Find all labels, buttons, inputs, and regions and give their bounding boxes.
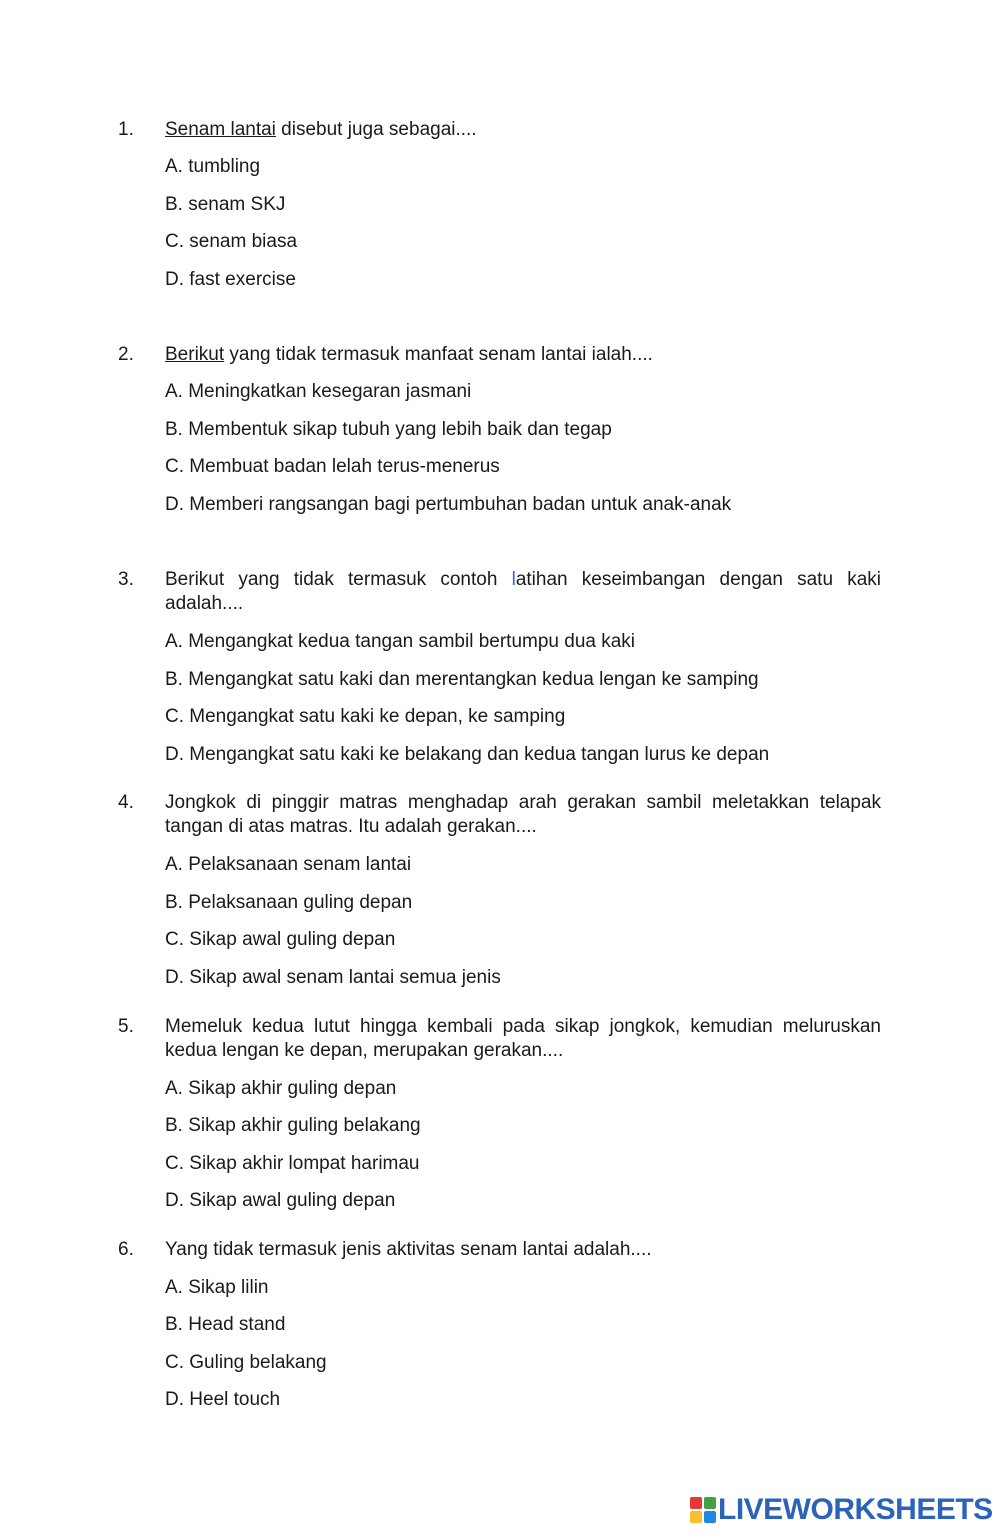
question-stem: Yang tidak termasuk jenis aktivitas senam lantai adalah....: [165, 1239, 652, 1260]
option-d[interactable]: D. Heel touch: [165, 1389, 281, 1410]
option-b[interactable]: B. Head stand: [165, 1314, 286, 1335]
logo-square-yellow: [690, 1511, 702, 1523]
question-stem-rest: yang tidak termasuk manfaat senam lantai ialah....: [224, 344, 653, 365]
option-c[interactable]: C. Membuat badan lelah terus-menerus: [165, 456, 500, 477]
question-stem: Memeluk kedua lutut hingga kembali pada sikap jongkok, kemudian meluruskan kedua lengan ke depan, merupakan gerakan....: [165, 1016, 881, 1061]
option-c[interactable]: C. Sikap akhir lompat harimau: [165, 1153, 420, 1174]
logo-square-blue: [704, 1511, 716, 1523]
option-d[interactable]: D. Sikap awal senam lantai semua jenis: [165, 967, 501, 988]
option-a[interactable]: A. Pelaksanaan senam lantai: [165, 854, 412, 875]
liveworksheets-brand[interactable]: [690, 1494, 993, 1526]
option-a[interactable]: A. tumbling: [165, 156, 261, 177]
question-number: 2.: [118, 344, 134, 365]
question-stem: [165, 343, 881, 367]
question-number: 4.: [118, 792, 134, 813]
option-d[interactable]: D. Memberi rangsangan bagi pertumbuhan badan untuk anak-anak: [165, 494, 732, 515]
option-c[interactable]: C. Guling belakang: [165, 1352, 327, 1373]
option-a[interactable]: A. Mengangkat kedua tangan sambil bertumpu dua kaki: [165, 631, 636, 652]
question-number: 3.: [118, 569, 134, 590]
question-number: 1.: [118, 119, 134, 140]
question-stem-part2: atihan keseimbangan dengan satu kaki adalah....: [165, 569, 881, 614]
option-a[interactable]: A. Sikap lilin: [165, 1277, 269, 1298]
question-stem: [165, 568, 881, 616]
logo-square-green: [704, 1497, 716, 1509]
question-stem-underlined: Senam lantai: [165, 119, 276, 140]
question-stem: Jongkok di pinggir matras menghadap arah gerakan sambil meletakkan telapak tangan di atas matras. Itu adalah gerakan....: [165, 792, 881, 837]
text-cursor-highlight: l: [511, 569, 516, 590]
option-d[interactable]: D. Mengangkat satu kaki ke belakang dan kedua tangan lurus ke depan: [165, 744, 770, 765]
option-c[interactable]: C. Sikap awal guling depan: [165, 929, 396, 950]
option-d[interactable]: D. Sikap awal guling depan: [165, 1190, 396, 1211]
brand-name: LIVEWORKSHEETS: [718, 1493, 993, 1526]
logo-square-red: [690, 1497, 702, 1509]
question-number: 5.: [118, 1016, 134, 1037]
question-number: 6.: [118, 1239, 134, 1260]
option-a[interactable]: A. Meningkatkan kesegaran jasmani: [165, 381, 472, 402]
option-b[interactable]: B. Sikap akhir guling belakang: [165, 1115, 421, 1136]
option-b[interactable]: B. Membentuk sikap tubuh yang lebih baik dan tegap: [165, 419, 612, 440]
option-c[interactable]: C. senam biasa: [165, 231, 298, 252]
question-stem: [165, 118, 881, 142]
option-d[interactable]: D. fast exercise: [165, 269, 296, 290]
option-c[interactable]: C. Mengangkat satu kaki ke depan, ke samping: [165, 706, 566, 727]
option-b[interactable]: B. Pelaksanaan guling depan: [165, 892, 413, 913]
option-b[interactable]: B. senam SKJ: [165, 194, 286, 215]
question-stem-rest: disebut juga sebagai....: [275, 119, 477, 140]
question-stem-underlined: Berikut: [165, 344, 225, 365]
question-stem-part1: Berikut yang tidak termasuk contoh: [165, 569, 512, 590]
liveworksheets-logo-icon: [690, 1497, 716, 1523]
option-a[interactable]: A. Sikap akhir guling depan: [165, 1078, 397, 1099]
option-b[interactable]: B. Mengangkat satu kaki dan merentangkan kedua lengan ke samping: [165, 669, 759, 690]
